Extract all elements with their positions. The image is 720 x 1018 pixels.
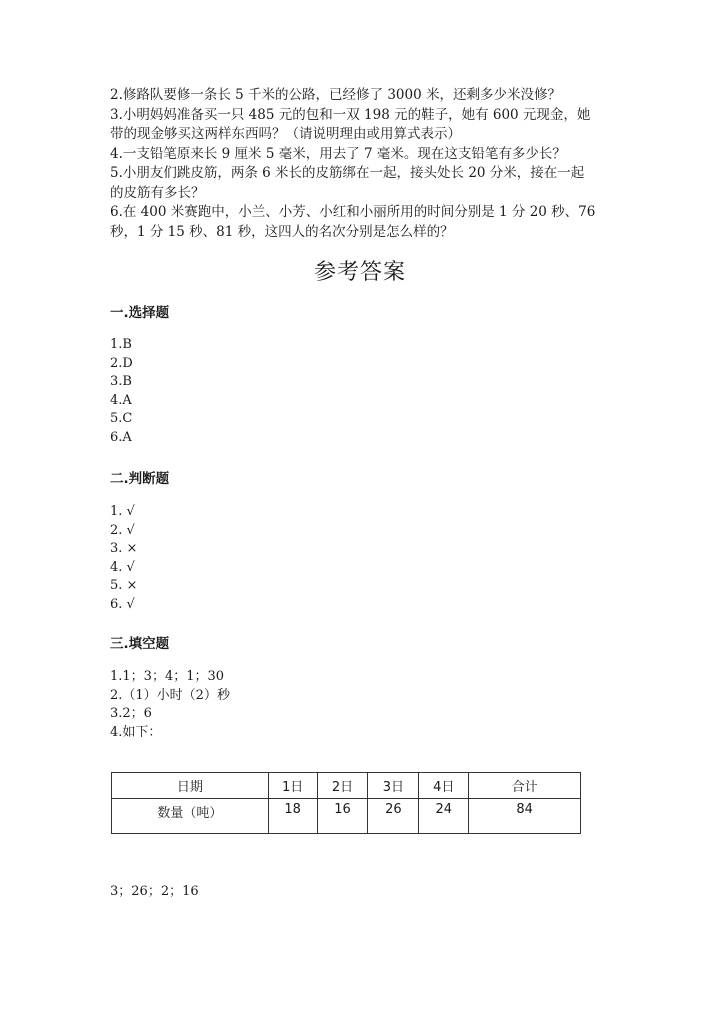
fill-answers [110,668,230,742]
answer-item: 5. × [110,578,138,594]
table-cell: 3日 [368,773,419,799]
word-problems [110,86,610,242]
table-cell: 2日 [317,773,368,799]
table-cell: 数量（吨） [112,799,269,834]
problem-line: 秒，1 分 15 秒、81 秒，这四人的名次分别是怎么样的？ [110,223,454,240]
table-cell: 26 [368,799,419,834]
answer-item: 3. × [110,541,138,557]
answer-item: 1.1；3；4；1；30 [110,669,225,684]
answer-title: 参考答案 [313,260,406,285]
problem-line: 带的现金够买这两样东西吗？（请说明理由或用算式表示） [110,126,461,142]
table-cell: 84 [469,799,581,834]
answer-item: 6.A [110,429,132,445]
table-cell: 24 [419,799,469,834]
quantity-table [111,772,581,834]
problem-line: 3.小明妈妈准备买一只 485 元的包和一双 198 元的鞋子，她有 600 元现金，她 [110,106,591,123]
answer-item: 1. √ [110,504,135,519]
problem-line: 4.一支铅笔原来长 9 厘米 5 毫米，用去了 7 毫米。现在这支铅笔有多少长？ [110,145,566,162]
section-title-fill: 三.填空题 [110,636,170,652]
section-title-choice: 一.选择题 [110,305,170,321]
table-cell: 4日 [419,773,469,799]
problem-line: 2.修路队要修一条长 5 千米的公路，已经修了 3000 米，还剩多少米没修？ [110,87,561,103]
answer-item: 3.2；6 [110,706,152,722]
answer-item: 5.C [110,411,133,427]
answer-item: 2.D [110,355,133,371]
table-cell: 18 [268,799,317,834]
choice-answers [110,336,133,448]
table-cell: 日期 [112,773,269,799]
table-cell: 16 [317,799,368,834]
table-row [112,799,581,834]
answer-item: 4.如下： [110,724,162,740]
answer-item: 2.（1）小时（2）秒 [110,687,230,703]
answer-item: 2. √ [110,522,135,538]
answer-item: 6. √ [110,596,135,612]
judge-answers [110,503,137,615]
problem-line: 6.在 400 米赛跑中，小兰、小芳、小红和小丽所用的时间分别是 1 分 20 秒、76 [110,204,596,220]
problem-line: 5.小朋友们跳皮筋，两条 6 米长的皮筋绑在一起，接头处长 20 分米，接在一起 [110,165,585,181]
table-cell: 合计 [469,773,581,799]
table-cell: 1日 [268,773,317,799]
answer-item: 4. √ [110,559,135,575]
final-answer: 3；26；2；16 [110,884,199,899]
answer-item: 3.B [110,374,132,390]
answer-item: 1.B [110,337,132,352]
problem-line: 的皮筋有多长？ [110,184,205,201]
table-header-row [112,773,581,799]
answer-item: 4.A [110,392,132,408]
section-title-judge: 二.判断题 [110,471,170,487]
